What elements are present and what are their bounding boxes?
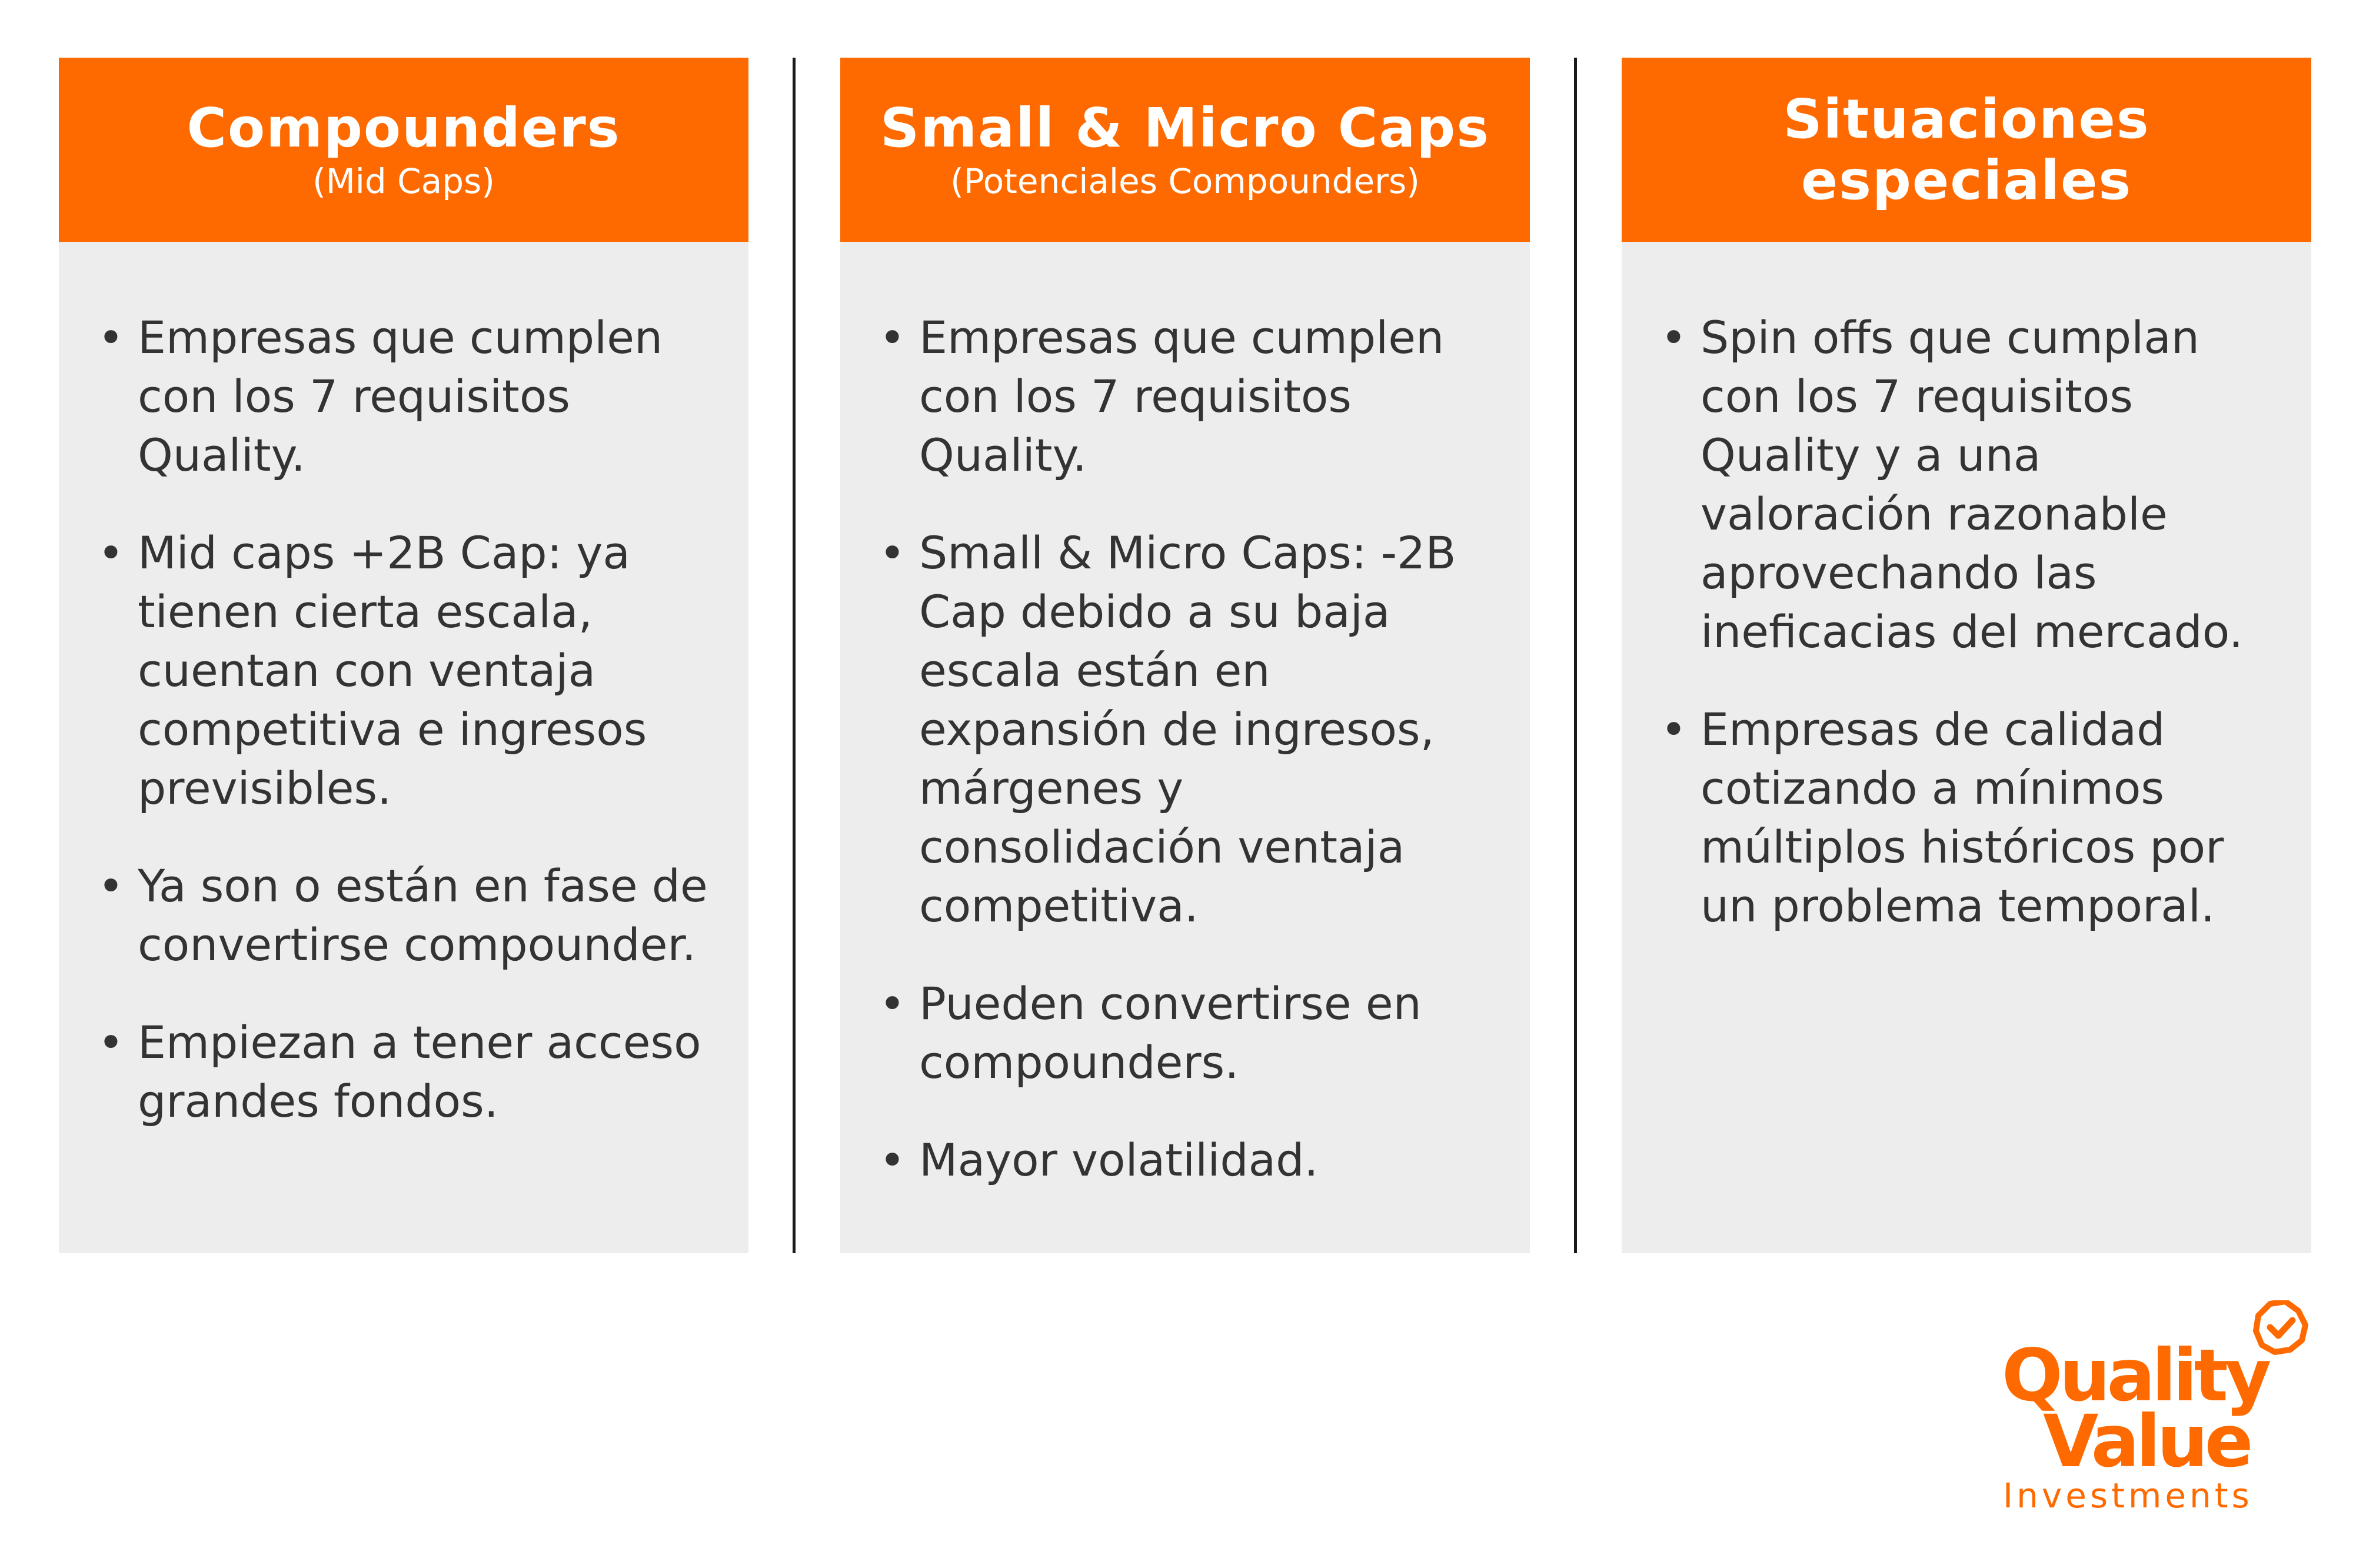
column-situaciones-especiales	[1622, 58, 2311, 1253]
bullet-dot-icon: •	[1660, 703, 1687, 755]
bullet-dot-icon: •	[98, 860, 124, 912]
bullet-text: Ya son o están en fase de convertirse compounder.	[138, 860, 708, 971]
bullet-dot-icon: •	[1660, 311, 1687, 364]
bullet-item	[840, 524, 1530, 936]
bullet-list	[840, 242, 1530, 1190]
bullet-dot-icon: •	[98, 1016, 124, 1068]
column-header	[1622, 58, 2311, 242]
bullet-text: Empresas que cumplen con los 7 requisitos Quality.	[919, 311, 1445, 481]
bullet-text: Spin offs que cumplan con los 7 requisitos Quality y a una valoración razonable aprovechando las ineficacias del mercado.	[1701, 311, 2244, 658]
bullet-dot-icon: •	[879, 527, 906, 579]
bullet-text: Mid caps +2B Cap: ya tienen cierta escala, cuentan con ventaja competitiva e ingresos previsibles.	[138, 527, 647, 814]
bullet-item	[1622, 308, 2311, 661]
column-header	[59, 58, 748, 242]
bullet-dot-icon: •	[98, 311, 124, 364]
bullet-text: Empresas que cumplen con los 7 requisitos Quality.	[138, 311, 663, 481]
bullet-item	[840, 1131, 1530, 1190]
logo-text-quality: Quality	[2002, 1334, 2268, 1417]
bullet-item	[59, 524, 748, 818]
bullet-dot-icon: •	[879, 977, 906, 1030]
column-subtitle: (Mid Caps)	[312, 161, 495, 201]
bullet-text: Pueden convertirse en compounders.	[919, 977, 1422, 1088]
bullet-text: Empresas de calidad cotizando a mínimos múltiplos históricos por un problema temporal.	[1701, 703, 2224, 932]
bullet-item	[840, 308, 1530, 485]
bullet-item	[1622, 700, 2311, 936]
bullet-dot-icon: •	[879, 311, 906, 364]
column-subtitle: (Potenciales Compounders)	[950, 161, 1420, 201]
bullet-item	[59, 1013, 748, 1131]
bullet-text: Small & Micro Caps: -2B Cap debido a su baja escala están en expansión de ingresos, márgenes y consolidación ventaja competitiva.	[919, 527, 1456, 932]
logo-text-investments: Investments	[2003, 1476, 2253, 1516]
column-title: Small & Micro Caps	[880, 96, 1490, 159]
column-compounders	[59, 58, 748, 1253]
bullet-item	[59, 857, 748, 974]
bullet-list	[59, 242, 748, 1131]
column-title: Situaciones especiales	[1783, 87, 2150, 212]
bullet-list	[1622, 242, 2311, 936]
logo-graphic	[1995, 1300, 2324, 1524]
bullet-text: Mayor volatilidad.	[919, 1134, 1319, 1186]
bullet-item	[840, 974, 1530, 1092]
logo-text-value: Value	[2043, 1400, 2250, 1483]
bullet-dot-icon: •	[98, 527, 124, 579]
column-header	[840, 58, 1530, 242]
column-divider	[793, 58, 796, 1253]
bullet-item	[59, 308, 748, 485]
bullet-dot-icon: •	[879, 1134, 906, 1186]
bullet-text: Empiezan a tener acceso grandes fondos.	[138, 1016, 701, 1127]
column-small-micro-caps	[840, 58, 1530, 1253]
column-divider	[1574, 58, 1577, 1253]
column-title: Compounders	[187, 96, 621, 159]
quality-value-logo	[1995, 1300, 2324, 1524]
